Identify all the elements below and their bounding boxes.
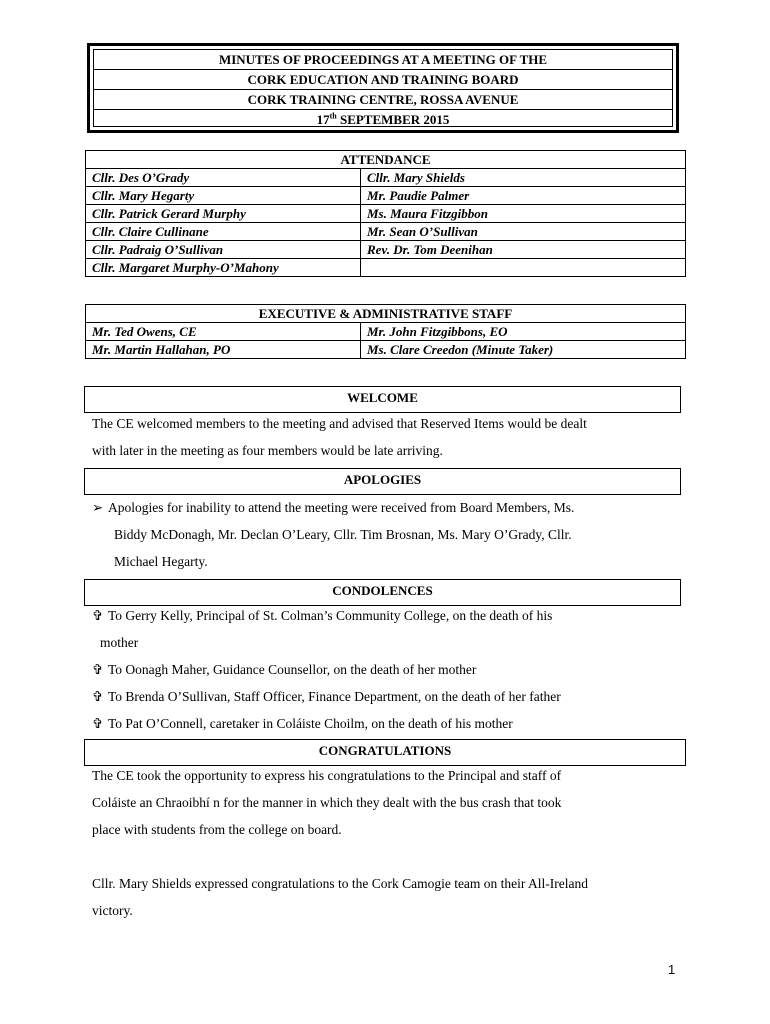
welcome-heading: WELCOME	[84, 386, 681, 413]
staff-member: Mr. John Fitzgibbons, EO	[361, 323, 686, 341]
apologies-text	[92, 494, 682, 575]
attendance-table	[85, 150, 686, 277]
congrats-line-3: place with students from the college on board.	[92, 822, 342, 837]
condolence-text: To Oonagh Maher, Guidance Counsellor, on the death of her mother	[108, 662, 477, 677]
congratulations-heading: CONGRATULATIONS	[84, 739, 686, 766]
table-row	[86, 223, 686, 241]
attendee-empty	[361, 259, 686, 277]
staff-member: Mr. Ted Owens, CE	[86, 323, 361, 341]
title-line-2: CORK EDUCATION AND TRAINING BOARD	[94, 70, 672, 90]
attendee: Cllr. Patrick Gerard Murphy	[86, 205, 361, 223]
apologies-line-1-text: Apologies for inability to attend the meeting were received from Board Members, Ms.	[108, 500, 575, 515]
date-rest: SEPTEMBER 2015	[336, 112, 450, 127]
date-suffix: th	[329, 111, 337, 121]
title-date	[94, 110, 672, 129]
attendee: Mr. Sean O’Sullivan	[361, 223, 686, 241]
attendance-heading: ATTENDANCE	[86, 151, 686, 169]
apologies-line-3: Michael Hegarty.	[114, 554, 208, 569]
table-row	[86, 259, 686, 277]
condolences-list	[92, 602, 682, 737]
attendee: Cllr. Padraig O’Sullivan	[86, 241, 361, 259]
attendee: Cllr. Margaret Murphy-O’Mahony	[86, 259, 361, 277]
condolence-text: To Gerry Kelly, Principal of St. Colman’s Community College, on the death of his	[108, 608, 553, 623]
table-row	[86, 187, 686, 205]
apologies-line-1	[92, 494, 682, 521]
cross-bullet-icon: ✞	[92, 662, 104, 677]
list-item	[92, 602, 682, 629]
attendee: Cllr. Claire Cullinane	[86, 223, 361, 241]
title-line-3: CORK TRAINING CENTRE, ROSSA AVENUE	[94, 90, 672, 110]
condolence-text: To Brenda O’Sullivan, Staff Officer, Finance Department, on the death of her father	[108, 689, 561, 704]
welcome-line-1: The CE welcomed members to the meeting and advised that Reserved Items would be dealt	[92, 416, 587, 431]
congrats-line-2: Coláiste an Chraoibhí n for the manner in which they dealt with the bus crash that took	[92, 795, 562, 810]
list-item	[92, 656, 682, 683]
table-row	[86, 241, 686, 259]
welcome-line-2: with later in the meeting as four members would be late arriving.	[92, 443, 443, 458]
cross-bullet-icon: ✞	[92, 608, 104, 623]
congrats-line-1: The CE took the opportunity to express his congratulations to the Principal and staff of	[92, 768, 562, 783]
blank-line	[92, 843, 682, 870]
table-row	[86, 341, 686, 359]
page-number: 1	[668, 962, 676, 977]
attendee: Rev. Dr. Tom Deenihan	[361, 241, 686, 259]
table-row	[86, 169, 686, 187]
condolence-text: To Pat O’Connell, caretaker in Coláiste Choilm, on the death of his mother	[108, 716, 513, 731]
list-item	[92, 710, 682, 737]
staff-member: Mr. Martin Hallahan, PO	[86, 341, 361, 359]
staff-heading: EXECUTIVE & ADMINISTRATIVE STAFF	[86, 305, 686, 323]
attendee: Cllr. Mary Shields	[361, 169, 686, 187]
apologies-heading: APOLOGIES	[84, 468, 681, 495]
table-row	[86, 323, 686, 341]
title-inner-box	[93, 49, 673, 127]
staff-member: Ms. Clare Creedon (Minute Taker)	[361, 341, 686, 359]
welcome-text	[92, 410, 682, 464]
congratulations-text	[92, 762, 682, 924]
congrats-line-5: victory.	[92, 903, 133, 918]
attendee: Ms. Maura Fitzgibbon	[361, 205, 686, 223]
list-item-continuation: mother	[100, 635, 139, 650]
date-day: 17	[316, 112, 330, 127]
staff-table	[85, 304, 686, 359]
attendee: Mr. Paudie Palmer	[361, 187, 686, 205]
table-row	[86, 205, 686, 223]
cross-bullet-icon: ✞	[92, 689, 104, 704]
attendee: Cllr. Mary Hegarty	[86, 187, 361, 205]
title-block	[87, 43, 679, 133]
attendee: Cllr. Des O’Grady	[86, 169, 361, 187]
congrats-line-4: Cllr. Mary Shields expressed congratulations to the Cork Camogie team on their All-Ireland	[92, 876, 589, 891]
list-item	[92, 683, 682, 710]
arrow-bullet-icon: ➢	[92, 500, 104, 515]
condolences-heading: CONDOLENCES	[84, 579, 681, 606]
cross-bullet-icon: ✞	[92, 716, 104, 731]
apologies-line-2: Biddy McDonagh, Mr. Declan O’Leary, Cllr. Tim Brosnan, Ms. Mary O’Grady, Cllr.	[114, 527, 572, 542]
title-line-1: MINUTES OF PROCEEDINGS AT A MEETING OF THE	[94, 50, 672, 70]
